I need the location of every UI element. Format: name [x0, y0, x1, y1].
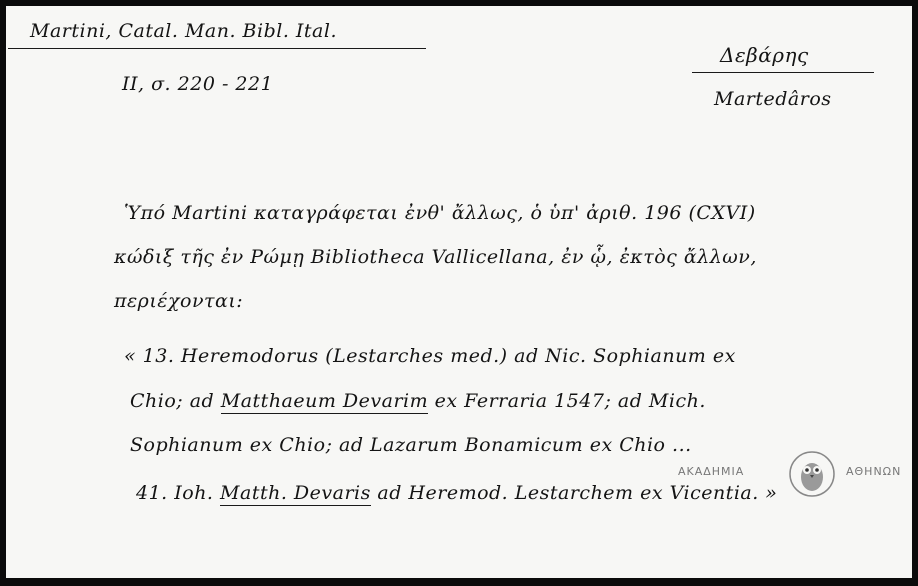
- academy-stamp: [660, 446, 912, 506]
- catalog-card: [6, 6, 912, 578]
- underlined-name-1: Matthaeum Devarim: [220, 390, 429, 412]
- quote-line-2-end: ex Ferraria 1547; ad Mich.: [428, 390, 706, 412]
- quote-line-2: [130, 390, 706, 412]
- quote-line-2-start: Chio; ad: [130, 390, 221, 412]
- reference-underline: [8, 48, 426, 49]
- reference-line: Martini, Catal. Man. Bibl. Ital.: [30, 20, 337, 42]
- quote-line-3: Sophianum ex Chio; ad Lazarum Bonamicum ex Chio ...: [130, 434, 692, 456]
- stamp-left-text: ΑΚΑΔΗΜΙΑ: [678, 465, 745, 478]
- quote-line-1: « 13. Heremodorus (Lestarches med.) ad Nic. Sophianum ex: [124, 345, 736, 367]
- body-line-3: περιέχονται:: [114, 290, 244, 312]
- quote-line-4-end: ad Heremod. Lestarchem ex Vicentia. »: [370, 482, 778, 504]
- owl-emblem-icon: [786, 446, 838, 502]
- name-greek: Δεβάρης: [720, 43, 809, 67]
- quote-line-4-start: 41. Ioh.: [136, 482, 221, 504]
- stamp-right-text: ΑΘΗΝΩΝ: [846, 465, 902, 478]
- body-line-1: Ὑπό Martini καταγράφεται ἐνθ' ἄλλως, ὁ ὑπ' ἀριθ. 196 (CXVI): [124, 202, 756, 224]
- underlined-name-2: Matth. Devaris: [220, 482, 371, 504]
- name-latin: Martedâros: [714, 88, 832, 110]
- volume-pages: II, σ. 220 - 221: [122, 73, 274, 95]
- name-divider: [692, 72, 874, 73]
- body-line-2: κώδιξ τῆς ἐν Ρώμῃ Bibliotheca Vallicellana, ἐν ᾧ, ἐκτὸς ἄλλων,: [114, 246, 757, 268]
